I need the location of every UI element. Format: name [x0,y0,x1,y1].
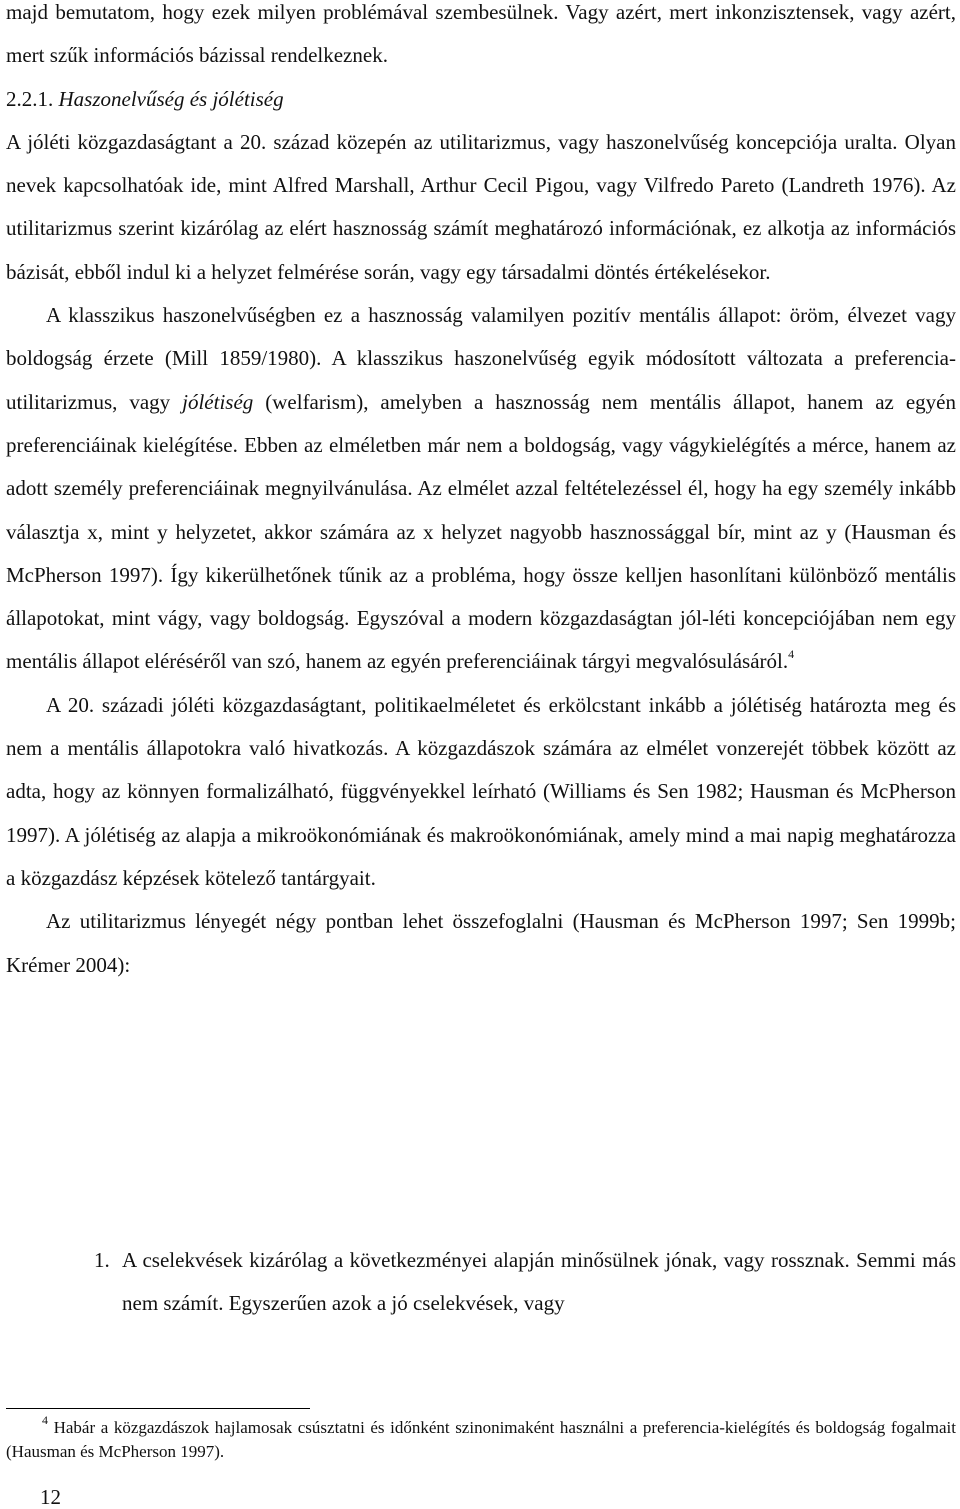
paragraph-1: A jóléti közgazdaságtant a 20. század közepén az utilitarizmus, vagy haszonelvűség koncepciója uralta. Olyan nevek kapcsolhatóak ide, mint Alfred Marshall, Arthur Cecil Pigou, vagy Vilfredo Pareto (Landreth 1976). Az utilitarizmus szerint kizárólag az elért hasznosság számít meghatározó információnak, ez alkotja az információs bázisát, ebből indul ki a helyzet felmérése során, vagy egy társadalmi döntés értékelésekor. [6,129,956,284]
paragraph-2 [6,294,956,684]
paragraph-3: A 20. századi jóléti közgazdaságtant, politikaelméletet és erkölcstant inkább a jólétiség határozta meg és nem a mentális állapotokra való hivatkozás. A közgazdászok számára az elmélet vonzerejét többek között az adta, hogy az könnyen formalizálható, függvényekkel leírható (Williams és Sen 1982; Hausman és McPherson 1997). A jólétiség az alapja a mikroökonómiának és makroökonómiának, amely mind a mai napig meghatározza a közgazdász képzések kötelező tantárgyait. [6,692,956,890]
footnote-number: 4 [42,1413,48,1428]
list-item-text: A cselekvések kizárólag a következményei alapján minősülnek jónak, vagy rossznak. Semmi más nem számít. Egyszerűen azok a jó cselekvések, vagy [122,1248,956,1316]
section-title: Haszonelvűség és jólétiség [58,86,284,111]
section-number: 2.2.1. [6,86,54,111]
footnote-reference[interactable]: 4 [788,647,795,662]
page-number: 12 [40,1485,61,1509]
paragraph-4: Az utilitarizmus lényegét négy pontban lehet összefoglalni (Hausman és McPherson 1997; Sen 1999b; Krémer 2004): [6,909,956,977]
paragraph-2-part-a: A klasszikus haszonelvűségben ez a hasznosság valamilyen pozitív mentális állapot: öröm, élvezet vagy boldogság érzete (Mill 1859/1980). A klasszikus haszonelvűség egyik módosított változata a preferencia-utilitarizmus, vagy [6,303,956,414]
list-item [94,1239,956,1326]
footnote-separator [6,1408,310,1409]
section-heading [6,78,956,121]
list-item-number: 1. [94,1248,110,1272]
continuation-paragraph: majd bemutatom, hogy ezek milyen problémával szembesülnek. Vagy azért, mert inkonzisztensek, vagy azért, mert szűk információs bázissal rendelkeznek. [6,0,956,68]
footnote [6,1413,956,1464]
numbered-list [94,1239,956,1326]
paragraph-2-emphasis: jólétiség [182,389,254,414]
footnote-text: Habár a közgazdászok hajlamosak csúsztatni és időnként szinonimaként használni a preferencia-kielégítés és boldogság fogalmait (Hausman és McPherson 1997). [6,1418,956,1461]
main-text [6,0,956,987]
paragraph-2-part-b: (welfarism), amelyben a hasznosság nem mentális állapot, hanem az egyén preferenciáinak kielégítése. Ebben az elméletben már nem a boldogság, vagy vágykielégítés a mérce, hanem az adott személy preferenciáinak megnyilvánulása. Az elmélet azzal feltételezéssel él, hogy ha egy személy inkább választja x, mint y helyzetet, akkor számára az x helyzet nagyobb hasznossággal bír, mint az y (Hausman és McPherson 1997). Így kikerülhetőnek tűnik az a probléma, hogy össze kelljen hasonlítani különböző mentális állapotokat, mint vágy, vagy boldogság. Egyszóval a modern közgazdaságtan jól-léti koncepciójában nem egy mentális állapot eléréséről van szó, hanem az egyén preferenciáinak tárgyi megvalósulásáról. [6,389,956,674]
